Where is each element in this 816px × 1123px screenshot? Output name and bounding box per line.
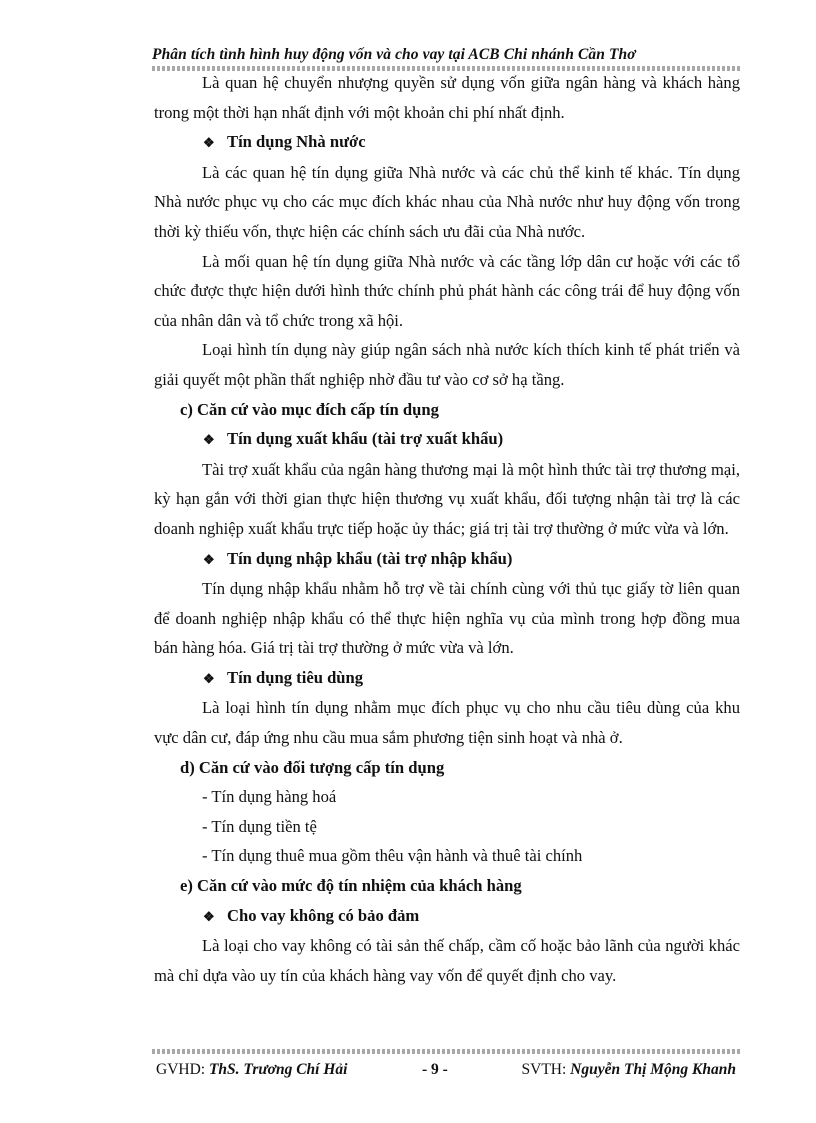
paragraph: Là các quan hệ tín dụng giữa Nhà nước và các chủ thể kinh tế khác. Tín dụng Nhà nước phục vụ cho các mục đích khác nhau của Nhà nước như huy động vốn trong thời kỳ thiếu vốn, thực hiện các chính sách ưu đãi của Nhà nước. bbox=[154, 162, 740, 241]
section-heading: c) Căn cứ vào mục đích cấp tín dụng bbox=[180, 399, 439, 419]
list-item: - Tín dụng thuê mua gồm thêu vận hành và thuê tài chính bbox=[202, 846, 583, 866]
footer-student: SVTH: Nguyễn Thị Mộng Khanh bbox=[521, 1061, 736, 1078]
paragraph: Loại hình tín dụng này giúp ngân sách nhà nước kích thích kinh tế phát triển và giải quyết một phần thất nghiệp nhờ đầu tư vào cơ sở hạ tầng. bbox=[154, 340, 740, 389]
subheading: ❖ Tín dụng Nhà nước bbox=[154, 127, 740, 158]
paragraph: Là quan hệ chuyển nhượng quyền sử dụng vốn giữa ngân hàng và khách hàng trong một thời hạn nhất định với một khoản chi phí nhất định. bbox=[154, 73, 740, 122]
footer-rule bbox=[152, 1049, 740, 1054]
list-item: - Tín dụng hàng hoá bbox=[202, 787, 337, 807]
subheading: ❖ Tín dụng nhập khẩu (tài trợ nhập khẩu) bbox=[154, 544, 740, 575]
footer-supervisor: GVHD: ThS. Trương Chí Hải bbox=[156, 1061, 348, 1078]
document-body bbox=[154, 68, 740, 990]
page-footer bbox=[152, 1047, 740, 1085]
paragraph: Là loại cho vay không có tài sản thế chấp, cầm cố hoặc bảo lãnh của người khác mà chỉ dựa vào uy tín của khách hàng vay vốn để quyết định cho vay. bbox=[154, 936, 740, 985]
subheading: ❖ Tín dụng tiêu dùng bbox=[154, 663, 740, 694]
diamond-bullet-icon: ❖ bbox=[203, 670, 215, 686]
diamond-bullet-icon: ❖ bbox=[203, 551, 215, 567]
paragraph: Tài trợ xuất khẩu của ngân hàng thương mại là một hình thức tài trợ thương mại, kỳ hạn gắn với thời gian thực hiện thương vụ xuất khẩu, đối tượng nhận tài trợ là các doanh nghiệp xuất khẩu trực tiếp hoặc ủy thác; giá trị tài trợ thường ở mức vừa và lớn. bbox=[154, 459, 740, 538]
subheading: ❖ Tín dụng xuất khẩu (tài trợ xuất khẩu) bbox=[154, 424, 740, 455]
paragraph: Tín dụng nhập khẩu nhằm hỗ trợ về tài chính cùng với thủ tục giấy tờ liên quan để doanh nghiệp nhập khẩu có thể thực hiện nghĩa vụ của mình trong hợp đồng mua bán hàng hóa. Giá trị tài trợ thường ở mức vừa và lớn. bbox=[154, 579, 740, 658]
diamond-bullet-icon: ❖ bbox=[203, 432, 215, 448]
page-number: - 9 - bbox=[422, 1061, 448, 1078]
header-title: Phân tích tình hình huy động vốn và cho vay tại ACB Chi nhánh Cần Thơ bbox=[152, 46, 636, 63]
diamond-bullet-icon: ❖ bbox=[203, 135, 215, 151]
paragraph: Là loại hình tín dụng nhằm mục đích phục vụ cho nhu cầu tiêu dùng của khu vực dân cư, đáp ứng nhu cầu mua sắm phương tiện sinh hoạt và nhà ở. bbox=[154, 698, 740, 748]
diamond-bullet-icon: ❖ bbox=[203, 908, 215, 924]
section-heading: e) Căn cứ vào mức độ tín nhiệm của khách hàng bbox=[180, 876, 522, 896]
subheading: ❖ Cho vay không có bảo đảm bbox=[154, 901, 740, 932]
paragraph: Là mối quan hệ tín dụng giữa Nhà nước và các tầng lớp dân cư hoặc với các tổ chức được thực hiện dưới hình thức chính phủ phát hành các công trái để huy động vốn của nhân dân và tổ chức trong xã hội. bbox=[154, 251, 740, 330]
list-item: - Tín dụng tiền tệ bbox=[202, 816, 317, 836]
section-heading: d) Căn cứ vào đối tượng cấp tín dụng bbox=[180, 757, 445, 777]
